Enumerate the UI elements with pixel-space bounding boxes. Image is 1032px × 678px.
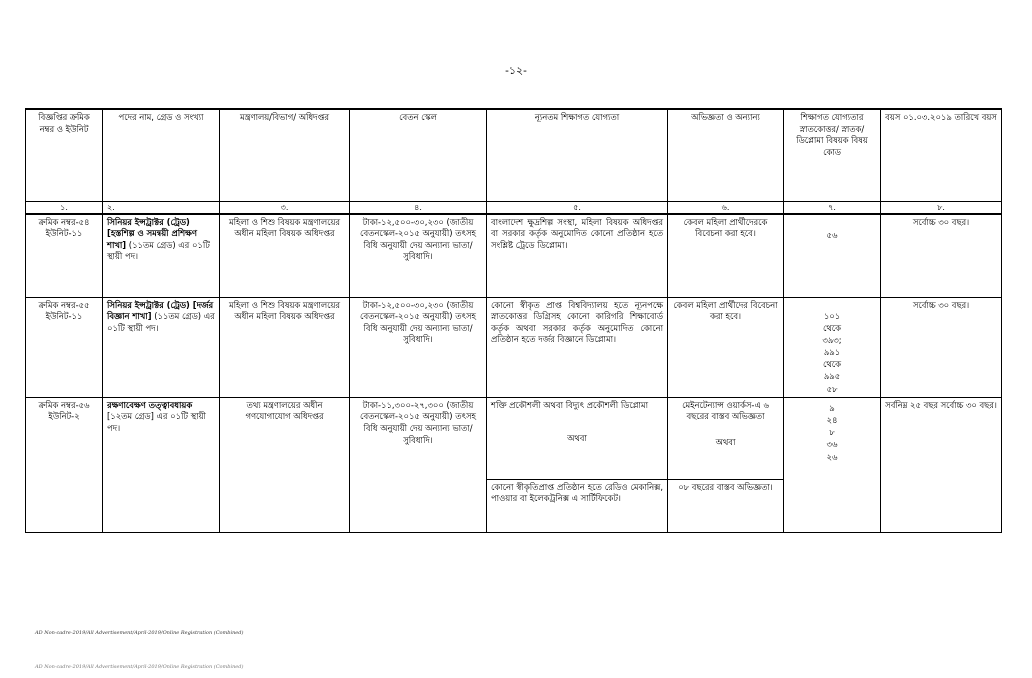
post-title: রক্ষণাবেক্ষণ তত্ত্বাবধায়ক	[107, 399, 193, 410]
subject-code-cell	[784, 397, 881, 532]
serial-cell: ক্রমিক নম্বর-৫৪ ইউনিট-১১	[26, 214, 103, 298]
header-age: বয়স ০১.০৩.২০১৯ তারিখে বয়স	[881, 109, 1002, 201]
header-subject-code: শিক্ষাগত যোগ্যতার স্নাতকোত্তর/ স্নাতক/ ডিপ্লোমা বিষয়ক বিষয় কোড	[784, 109, 881, 201]
subject-code: ২৬	[826, 451, 838, 462]
education-option-a: শক্তি প্রকৌশলী অথবা বিদ্যুৎ প্রকৌশলী ডিপ্লোমা	[491, 399, 649, 410]
ministry-cell: তথ্য মন্ত্রণালয়ের অধীন গণযোগাযোগ অধিদপ্তর	[220, 397, 350, 532]
header-ministry: মন্ত্রণালয়/বিভাগ/ অধিদপ্তর	[220, 109, 350, 201]
post-cell	[103, 297, 220, 397]
education-cell: কোনো স্বীকৃত প্রাপ্ত বিশ্ববিদ্যালয় হতে ন্যূনপক্ষে স্নাতকোত্তর ডিগ্রিসহ কোনো কারিগরি শিক্ষাবোর্ড কর্তৃক অথবা সরকার কর্তৃক অনুমোদিত কোনো প্রতিষ্ঠান হতে দর্জর বিজ্ঞানে ডিপ্লোমা।	[487, 297, 668, 397]
experience-option-a-block	[668, 398, 783, 480]
experience-or: অথবা	[715, 437, 736, 447]
subject-code-cell	[784, 214, 881, 298]
subject-code-cell	[784, 297, 881, 397]
column-number: ৭.	[784, 201, 881, 214]
subject-code: ৫৬	[826, 229, 838, 240]
subject-code: ৫৮	[826, 383, 838, 394]
header-row	[26, 109, 1002, 201]
footer-path-1: AD Non-cadre-2019/All Advertisement/April-2019/Online Registration (Combined)	[35, 630, 244, 636]
subject-code: ৩৯৩;	[822, 334, 842, 345]
education-cell	[487, 397, 668, 532]
column-number: ৮.	[881, 201, 1002, 214]
ministry-cell: মহিলা ও শিশু বিষয়ক মন্ত্রণালয়ের অধীন মহিলা বিষয়ক অধিদপ্তর	[220, 214, 350, 298]
column-number: ৫.	[487, 201, 668, 214]
age-cell: সর্বনিম্ন ২৫ বছর সর্বোচ্চ ৩০ বছর।	[881, 397, 1002, 532]
subject-code: ৩৬	[826, 439, 838, 450]
subject-code: ৯৯৫	[823, 371, 841, 382]
subject-code: ৯	[829, 402, 835, 413]
post-title: সিনিয়র ইন্সট্রাক্টর (ট্রেড) [হস্তশিল্প ও সমন্বয়ী প্রশিক্ষণ শাখা]	[107, 216, 197, 250]
experience-option-a: মেইনটেন্যান্স ওয়ার্কস-এ ৬ বছরের বাস্তব অভিজ্ঞতা	[682, 399, 769, 422]
subject-code: থেকে	[822, 322, 842, 333]
age-cell: সর্বোচ্চ ৩০ বছর।	[881, 297, 1002, 397]
column-number: ২.	[103, 201, 220, 214]
age-cell: সর্বোচ্চ ৩০ বছর।	[881, 214, 1002, 298]
column-number: ৬.	[668, 201, 784, 214]
recruitment-table	[25, 108, 1002, 533]
experience-cell: কেবল মহিলা প্রার্থীদেরকে বিবেচনা করা হবে।	[668, 214, 784, 298]
education-option-b: কোনো স্বীকৃতিপ্রাপ্ত প্রতিষ্ঠান হতে রেডিও মেকানিক্স, পাওয়ার বা ইলেকট্রনিক্স এ সার্টিফিকেট।	[491, 481, 663, 504]
header-serial: বিজ্ঞপ্তির ক্রমিক নম্বর ও ইউনিট	[26, 109, 103, 201]
column-number-row	[26, 201, 1002, 214]
table-row	[26, 214, 1002, 298]
column-number: ১.	[26, 201, 103, 214]
post-grade: [১২তম গ্রেড] এর ০১টি স্থায়ী পদ।	[107, 411, 206, 433]
column-number: ৪.	[350, 201, 487, 214]
footer-path-2: AD Non-cadre-2019/All Advertisement/April-2019/Online Registration (Combined)	[35, 664, 244, 670]
header-experience: অভিজ্ঞতা ও অন্যান্য	[668, 109, 784, 201]
post-grade: (১১তম গ্রেড) এর ০১টি স্থায়ী পদ।	[107, 311, 215, 333]
column-number: ৩.	[220, 201, 350, 214]
table-row	[26, 297, 1002, 397]
experience-option-b: ০৮ বছরের বাস্তব অভিজ্ঞতা।	[678, 481, 773, 492]
table-row	[26, 397, 1002, 532]
education-option-a-block	[487, 398, 667, 480]
header-education: ন্যূনতম শিক্ষাগত যোগ্যতা	[487, 109, 668, 201]
post-cell	[103, 397, 220, 532]
serial-cell: ক্রমিক নম্বর-৫৫ ইউনিট-১১	[26, 297, 103, 397]
ministry-cell: মহিলা ও শিশু বিষয়ক মন্ত্রণালয়ের অধীন মহিলা বিষয়ক অধিদপ্তর	[220, 297, 350, 397]
post-title: সিনিয়র ইন্সট্রাক্টর (ট্রেড) [দর্জর বিজ্ঞান শাখা]	[107, 299, 214, 322]
education-cell: বাংলাদেশ ক্ষুদ্রশিল্প সংস্থা, মহিলা বিষয়ক অধিদপ্তর বা সরকার কর্তৃক অনুমোদিত কোনো প্রতিষ্ঠান হতে সংশ্লিষ্ট ট্রেডে ডিপ্লোমা।	[487, 214, 668, 298]
subject-code: ৮	[829, 427, 835, 438]
experience-cell: কেবল মহিলা প্রার্থীদের বিবেচনা করা হবে।	[668, 297, 784, 397]
pay-scale-cell: টাকা-১১,৩০০-২৭,৩০০ (জাতীয় বেতনস্কেল-২০১৫ অনুযায়ী) তৎসহ বিধি অনুযায়ী দেয় অন্যান্য ভাতা/সুবিধাদি।	[350, 397, 487, 532]
pay-scale-cell: টাকা-১২,৫০০-৩০,২৩০ (জাতীয় বেতনস্কেল-২০১৫ অনুযায়ী) তৎসহ বিধি অনুযায়ী দেয় অন্যান্য ভাতা/সুবিধাদি।	[350, 214, 487, 298]
subject-code: ২৪	[826, 415, 838, 425]
subject-code: থেকে	[822, 359, 842, 370]
education-or: অথবা	[567, 433, 587, 444]
subject-code: ৯৯১	[823, 347, 841, 358]
serial-cell: ক্রমিক নম্বর-৫৬ ইউনিট-২	[26, 397, 103, 532]
subject-code: ১০১	[823, 310, 841, 321]
post-cell	[103, 214, 220, 298]
post-grade: (১১তম গ্রেড) এর ০১টি স্থায়ী পদ।	[107, 239, 210, 262]
page-number: -১২-	[505, 64, 527, 77]
experience-cell	[668, 397, 784, 532]
pay-scale-cell: টাকা-১২,৫০০-৩০,২৩০ (জাতীয় বেতনস্কেল-২০১৫ অনুযায়ী) তৎসহ বিধি অনুযায়ী দেয় অন্যান্য ভাতা/ সুবিধাদি।	[350, 297, 487, 397]
header-post: পদের নাম, গ্রেড ও সংখ্যা	[103, 109, 220, 201]
header-pay-scale: বেতন স্কেল	[350, 109, 487, 201]
